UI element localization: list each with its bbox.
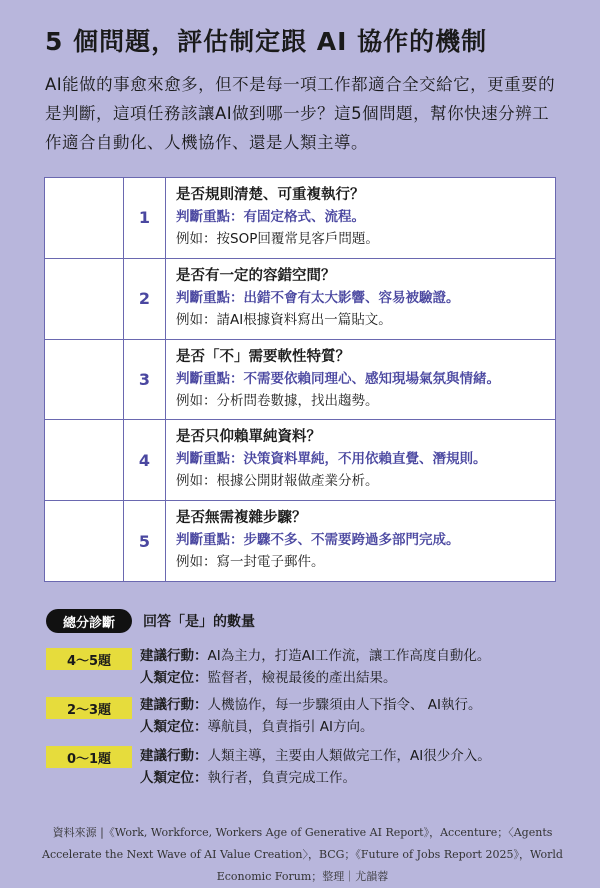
question-example: 例如：分析問卷數據，找出趨勢。 [176,392,379,409]
question-example: 例如：根據公開財報做產業分析。 [176,473,379,490]
question-text: 是否「不」需要軟性特質？ [176,348,350,365]
blank-cell [45,340,124,420]
question-key-point: 判斷重點：不需要依賴同理心、感知現場氣氛與情緒。 [176,370,500,387]
role-text: 監督者，檢視最後的產出結果。 [207,670,397,686]
diagnosis-role-line [140,667,397,689]
action-label: 建議行動： [140,697,208,713]
question-content [166,340,555,420]
page-title: 5 個問題，評估制定跟 AI 協作的機制 [45,27,488,56]
question-text: 是否規則清楚、可重複執行？ [176,187,365,203]
question-row [45,259,555,340]
action-label: 建議行動： [140,648,208,664]
diagnosis-action-line [140,745,491,767]
question-table [44,177,556,582]
question-example: 例如：寫一封電子郵件。 [176,554,325,571]
question-text: 是否有一定的容錯空間？ [176,267,336,284]
role-label: 人類定位： [140,670,208,686]
question-number: 1 [124,178,166,258]
role-label: 人類定位： [140,719,208,735]
question-key-point: 判斷重點：有固定格式、流程。 [176,209,365,225]
blank-cell [45,259,124,339]
question-row [45,178,555,259]
diagnosis-action-line [140,694,482,716]
intro-paragraph: AI能做的事愈來愈多，但不是每一項工作都適合全交給它，更重要的是判斷，這項任務該讓AI做到哪一步？這5個問題，幫你快速分辨工作適合自動化、人機協作、還是人類主導。 [45,75,556,152]
score-range-tag: 2～3題 [46,697,132,719]
diagnosis-role-line [140,716,374,738]
diagnosis-label: 回答「是」的數量 [143,614,255,630]
source-citation: 資料來源 |《Work, Workforce, Workers Age of Generative AI Report》，Accenture；〈Agents Accelerate the Next Wave of AI Value Creation〉，BCG；《Future of Jobs Report 2025》，World Economic Forum；整理｜尤韻蓉 [42,826,563,883]
question-row [45,501,555,581]
question-number: 4 [124,420,166,500]
question-content [166,259,555,339]
question-number: 3 [124,340,166,420]
question-content [166,420,555,500]
question-number: 2 [124,259,166,339]
action-label: 建議行動： [140,748,208,764]
question-number: 5 [124,501,166,581]
question-content [166,178,555,258]
blank-cell [45,501,124,581]
question-key-point: 判斷重點：出錯不會有太大影響、容易被驗證。 [176,289,460,306]
diagnosis-action-line [140,645,490,667]
role-label: 人類定位： [140,770,208,786]
question-row [45,340,555,421]
question-example: 例如：請AI根據資料寫出一篇貼文。 [176,311,392,328]
question-content [166,501,555,581]
question-example: 例如：按SOP回覆常見客戶問題。 [176,231,379,247]
diagnosis-role-line [140,767,356,789]
score-range-tag: 0～1題 [46,746,132,768]
question-key-point: 判斷重點：步驟不多、不需要跨過多部門完成。 [176,532,460,549]
blank-cell [45,178,124,258]
action-text: 人類主導，主要由人類做完工作，AI很少介入。 [207,748,491,764]
question-text: 是否只仰賴單純資料？ [176,429,321,446]
question-text: 是否無需複雜步驟？ [176,510,307,527]
role-text: 執行者，負責完成工作。 [207,770,356,786]
action-text: AI為主力，打造AI工作流，讓工作高度自動化。 [207,648,491,664]
blank-cell [45,420,124,500]
question-row [45,420,555,501]
diagnosis-pill: 總分診斷 [46,609,132,633]
score-range-tag: 4～5題 [46,648,132,670]
action-text: 人機協作，每一步驟須由人下指令、 AI執行。 [207,697,482,713]
question-key-point: 判斷重點：決策資料單純，不用依賴直覺、潛規則。 [176,451,487,468]
role-text: 導航員，負責指引 AI方向。 [207,719,374,735]
